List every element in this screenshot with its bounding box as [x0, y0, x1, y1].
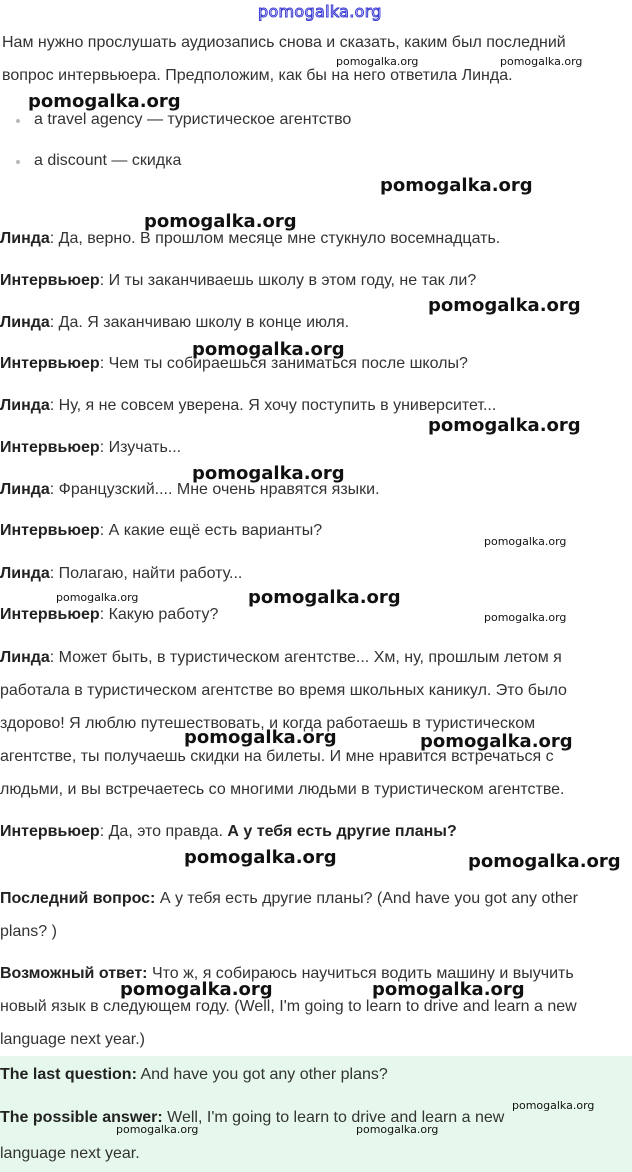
watermark: pomogalka.org	[372, 979, 525, 1000]
watermark: pomogalka.org	[428, 415, 581, 436]
bullet-icon	[16, 119, 20, 123]
dialogue-line: Интервьюер: Какую работу?	[0, 606, 219, 623]
last-question-ru: Последний вопрос: А у тебя есть другие планы? (And have you got any other plans? )	[0, 890, 578, 940]
watermark: pomogalka.org	[56, 591, 139, 604]
intro-line-1: Нам нужно прослушать аудиозапись снова и сказать, каким был последний	[2, 34, 566, 51]
speaker-name: Интервьюер	[0, 272, 100, 289]
speaker-name: Линда	[0, 649, 50, 666]
watermark: pomogalka.org	[336, 55, 419, 68]
intro-paragraph	[2, 26, 566, 92]
intro-line-2: вопрос интервьюера. Предположим, как бы на него ответила Линда.	[2, 67, 513, 84]
watermark: pomogalka.org	[248, 587, 401, 608]
site-header-logo[interactable]: pomogalka.org	[258, 2, 382, 21]
watermark: pomogalka.org	[380, 175, 533, 196]
vocab-item: a discount — скидка	[14, 151, 351, 171]
speaker-name: Интервьюер	[0, 522, 100, 539]
watermark: pomogalka.org	[484, 535, 567, 548]
watermark: pomogalka.org	[192, 339, 345, 360]
watermark: pomogalka.org	[500, 55, 583, 68]
english-answer-box	[0, 1056, 632, 1172]
dialogue-line: Линда: Полагаю, найти работу...	[0, 565, 243, 582]
speaker-name: Интервьюер	[0, 439, 100, 456]
english-question: The last question: And have you got any other plans?	[0, 1066, 388, 1083]
dialogue-line: Интервьюер: Изучать...	[0, 439, 182, 456]
dialogue-line: Интервьюер: Чем ты собираешься заниматься после школы?	[0, 355, 468, 372]
watermark: pomogalka.org	[512, 1099, 595, 1112]
watermark: pomogalka.org	[116, 1123, 199, 1136]
speaker-name: Интервьюер	[0, 606, 100, 623]
dialogue-line: Интервьюер: А какие ещё есть варианты?	[0, 522, 323, 539]
label: The possible answer:	[0, 1109, 163, 1126]
speaker-name: Линда	[0, 565, 50, 582]
dialogue-line: Линда: Да. Я заканчиваю школу в конце июля.	[0, 314, 350, 331]
watermark: pomogalka.org	[144, 211, 297, 232]
speaker-name: Линда	[0, 314, 50, 331]
english-answer: The possible answer: Well, I'm going to learn to drive and learn a new language next year.	[0, 1109, 505, 1162]
dialogue-line: Интервьюер: И ты заканчиваешь школу в этом году, не так ли?	[0, 272, 477, 289]
speaker-name: Линда	[0, 481, 50, 498]
possible-answer-ru: Возможный ответ: Что ж, я собираюсь научиться водить машину и выучить новый язык в следующем году. (Well, I'm going to learn to drive and learn a new language next year.)	[0, 965, 577, 1048]
watermark: pomogalka.org	[184, 727, 337, 748]
watermark: pomogalka.org	[184, 847, 337, 868]
watermark: pomogalka.org	[428, 295, 581, 316]
watermark: pomogalka.org	[120, 979, 273, 1000]
vocab-list	[14, 110, 351, 192]
bullet-icon	[16, 160, 20, 164]
watermark: pomogalka.org	[356, 1123, 439, 1136]
speaker-name: Линда	[0, 230, 50, 247]
final-question-line: Интервьюер: Да, это правда. А у тебя есть другие планы?	[0, 823, 457, 840]
dialogue-line: Линда: Ну, я не совсем уверена. Я хочу поступить в университет...	[0, 397, 497, 414]
speaker-name: Интервьюер	[0, 355, 100, 372]
speaker-name: Интервьюер	[0, 823, 100, 840]
watermark: pomogalka.org	[468, 851, 621, 872]
watermark: pomogalka.org	[192, 463, 345, 484]
watermark: pomogalka.org	[420, 731, 573, 752]
label: The last question:	[0, 1066, 137, 1083]
label: Возможный ответ:	[0, 965, 148, 982]
vocab-item: a travel agency — туристическое агентство	[14, 110, 351, 130]
dialogue-line: Линда: Да, верно. В прошлом месяце мне стукнуло восемнадцать.	[0, 230, 501, 247]
watermark: pomogalka.org	[484, 611, 567, 624]
speaker-name: Линда	[0, 397, 50, 414]
watermark: pomogalka.org	[28, 91, 181, 112]
label: Последний вопрос:	[0, 890, 156, 907]
long-reply-paragraph: Линда: Может быть, в туристическом агентстве... Хм, ну, прошлым летом я работала в туристическом агентстве во время школьных каникул. Это было здорово! Я люблю путешествовать, и когда работаешь в туристическом агентстве, ты получаешь скидки на билеты. И мне нравится встречаться с людьми, и вы встречаетесь со многими людьми в туристическом агентстве.	[0, 649, 567, 798]
dialogue-line: Линда: Французский.... Мне очень нравятся языки.	[0, 481, 380, 498]
